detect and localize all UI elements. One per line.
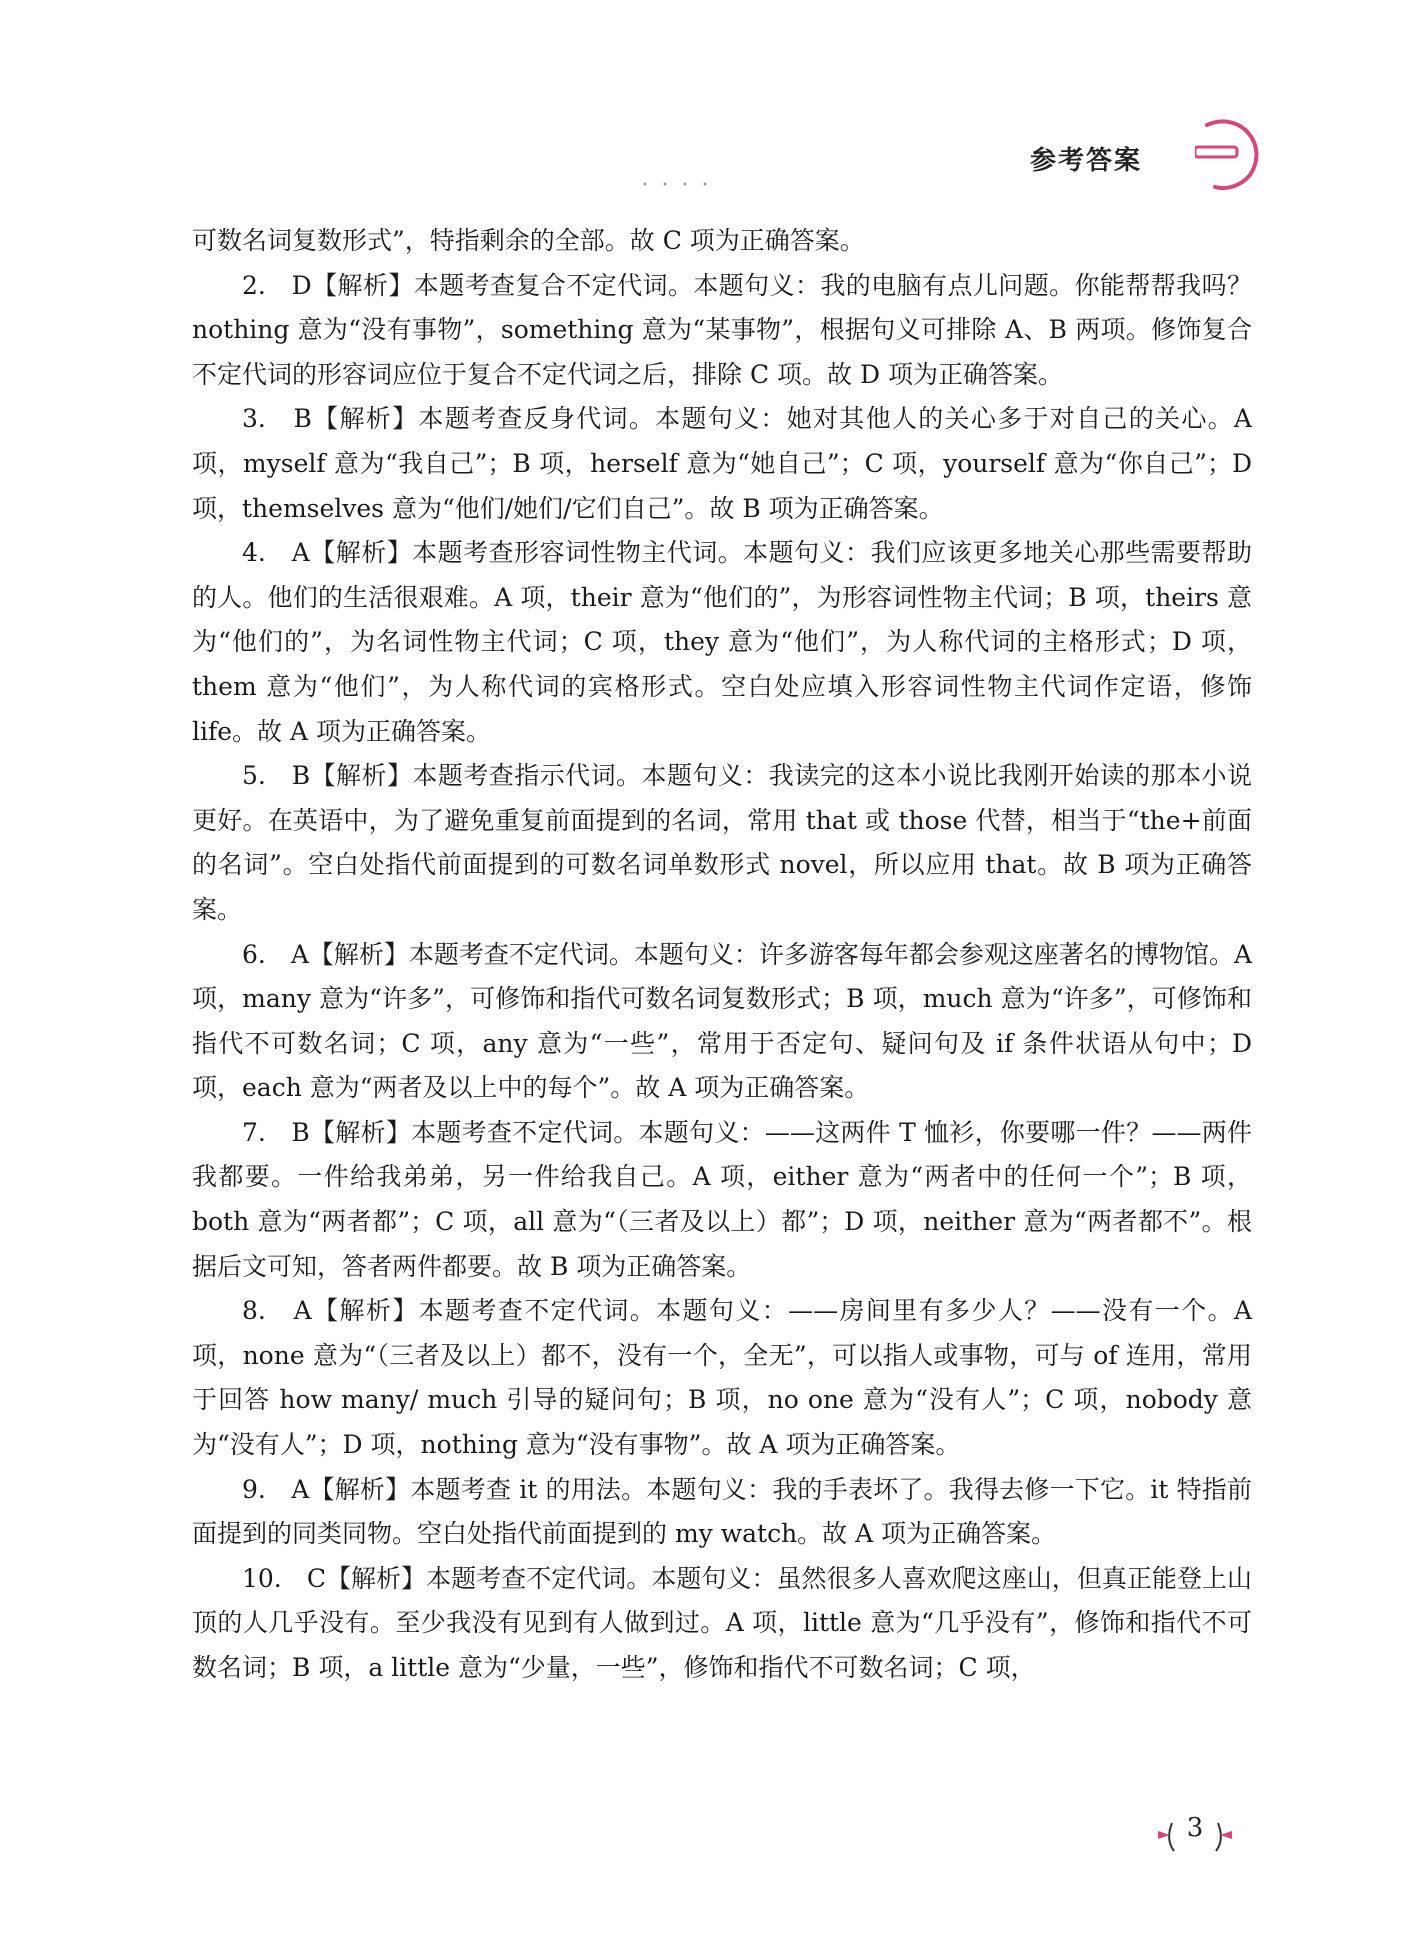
answer-item-9: 9. A【解析】本题考查 it 的用法。本题句义：我的手表坏了。我得去修一下它。it 特指前面提到的同类同物。空白处指代前面提到的 my watch。故 A 项为正确答案。 xyxy=(192,1474,1252,1549)
answer-item-7: 7. B【解析】本题考查不定代词。本题句义：——这两件 T 恤衫，你要哪一件？——两件我都要。一件给我弟弟，另一件给我自己。A 项，either 意为“两者中的任何一个”；B 项，both 意为“两者都”；C 项，all 意为“（三者及以上）都”；D 项，neither 意为“两者都不”。根据后文可知，答者两件都要。故 B 项为正确答案。 xyxy=(192,1117,1252,1281)
page-number-badge xyxy=(1150,1805,1240,1865)
page-number: 3 xyxy=(1186,1813,1204,1843)
header-title: 参考答案 xyxy=(1030,146,1143,176)
answer-item-6: 6. A【解析】本题考查不定代词。本题句义：许多游客每年都会参观这座著名的博物馆。A 项，many 意为“许多”，可修饰和指代可数名词复数形式；B 项，much 意为“许多”，可修饰和指代不可数名词；C 项，any 意为“一些”，常用于否定句、疑问句及 if 条件状语从句中；D 项，each 意为“两者及以上中的每个”。故 A 项为正确答案。 xyxy=(192,939,1252,1103)
answer-item-2: 2. D【解析】本题考查复合不定代词。本题句义：我的电脑有点儿问题。你能帮帮我吗？nothing 意为“没有事物”，something 意为“某事物”，根据句义可排除 A、B 两项。修饰复合不定代词的形容词应位于复合不定代词之后，排除 C 项。故 D 项为正确答案。 xyxy=(192,270,1252,389)
answer-item-3: 3. B【解析】本题考查反身代词。本题句义：她对其他人的关心多于对自己的关心。A 项，myself 意为“我自己”；B 项，herself 意为“她自己”；C 项，yourself 意为“你自己”；D 项，themselves 意为“他们/她们/它们自己”。故 B 项为正确答案。 xyxy=(192,404,1252,523)
answer-content xyxy=(192,219,1252,1691)
paragraph-continuation: 可数名词复数形式”，特指剩余的全部。故 C 项为正确答案。 xyxy=(192,226,865,255)
answer-item-8: 8. A【解析】本题考查不定代词。本题句义：——房间里有多少人？——没有一个。A 项，none 意为“（三者及以上）都不，没有一个，全无”，可以指人或事物，可与 of 连用，常用于回答 how many/ much 引导的疑问句；B 项，no one 意为“没有人”；C 项，nobody 意为“没有人”；D 项，nothing 意为“没有事物”。故 A 项为正确答案。 xyxy=(192,1296,1252,1460)
answer-item-5: 5. B【解析】本题考查指示代词。本题句义：我读完的这本小说比我刚开始读的那本小说更好。在英语中，为了避免重复前面提到的名词，常用 that 或 those 代替，相当于“the+前面的名词”。空白处指代前面提到的可数名词单数形式 novel，所以应用 that。故 B 项为正确答案。 xyxy=(192,761,1252,924)
answer-item-4: 4. A【解析】本题考查形容词性物主代词。本题句义：我们应该更多地关心那些需要帮助的人。他们的生活很艰难。A 项，their 意为“他们的”，为形容词性物主代词；B 项，theirs 意为“他们的”，为名词性物主代词；C 项，they 意为“他们”，为人称代词的主格形式；D 项，them 意为“他们”，为人称代词的宾格形式。空白处应填入形容词性物主代词作定语，修饰 life。故 A 项为正确答案。 xyxy=(192,538,1252,746)
header-dots xyxy=(640,180,720,188)
answer-item-10: 10. C【解析】本题考查不定代词。本题句义：虽然很多人喜欢爬这座山，但真正能登上山顶的人几乎没有。至少我没有见到有人做到过。A 项，little 意为“几乎没有”，修饰和指代不可数名词；B 项，a little 意为“少量，一些”，修饰和指代不可数名词；C 项， xyxy=(192,1563,1252,1682)
header-decoration xyxy=(1195,105,1265,195)
